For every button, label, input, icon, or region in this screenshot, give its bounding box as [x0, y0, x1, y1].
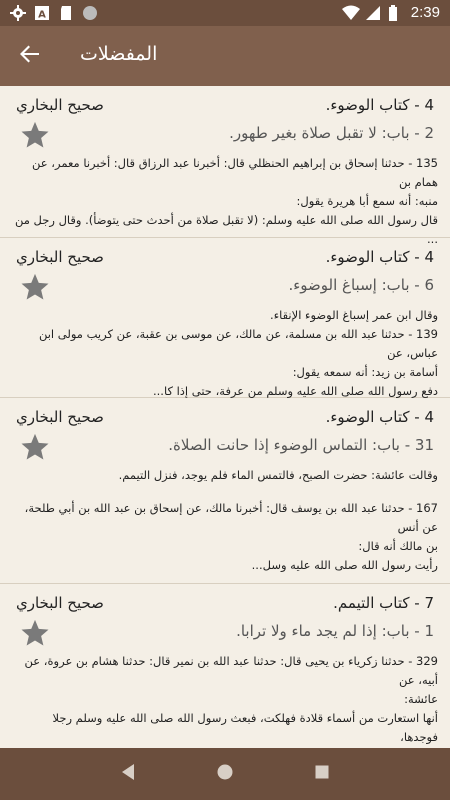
card-subrow: [8, 268, 442, 306]
star-icon[interactable]: [20, 432, 50, 462]
chapter-title: 4 - كتاب الوضوء.: [325, 96, 434, 114]
app-bar: [0, 26, 450, 86]
card-header: [8, 398, 442, 428]
card-header: [8, 238, 442, 268]
signal-icon: [365, 5, 381, 21]
hadith-line: منبه: أنه سمع أبا هريرة يقول:: [296, 194, 438, 208]
hadith-line: أسامة بن زيد: أنه سمعه يقول:: [292, 365, 438, 379]
card-subrow: [8, 116, 442, 154]
hadith-line: أنها استعارت من أسماء قلادة فهلكت، فبعث رسول الله صلى الله عليه وسلم رجلا فوجدها،: [52, 711, 438, 744]
hadith-line: 167 - حدثنا عبد الله بن يوسف قال: أخبرنا مالك، عن إسحاق بن عبد الله بن أبي طلحة، عن أنس: [24, 501, 438, 534]
bab-title: 31 - باب: التماس الوضوء إذا حانت الصلاة.: [168, 436, 434, 454]
star-icon[interactable]: [20, 120, 50, 150]
favorite-card[interactable]: [0, 86, 450, 246]
hadith-line: 139 - حدثنا عبد الله بن مسلمة، عن مالك، عن موسى بن عقبة، عن كريب مولى ابن عباس، عن: [38, 327, 438, 360]
hadith-line: 135 - حدثنا إسحاق بن إبراهيم الحنظلي قال: أخبرنا عبد الرزاق قال: أخبرنا معمر، عن همام بن: [31, 156, 438, 189]
status-left-icons: [10, 5, 98, 21]
book-name: صحيح البخاري: [16, 594, 104, 612]
chapter-title: 4 - كتاب الوضوء.: [325, 408, 434, 426]
battery-icon: [388, 5, 404, 21]
star-icon[interactable]: [20, 618, 50, 648]
hadith-line: وقالت عائشة: حضرت الصبح، فالتمس الماء فلم يوجد، فنزل التيمم.: [118, 468, 438, 482]
favorite-card[interactable]: [0, 238, 450, 398]
nav-recents-button[interactable]: [310, 762, 334, 786]
card-subrow: [8, 614, 442, 652]
sd-card-icon: [58, 5, 74, 21]
book-name: صحيح البخاري: [16, 408, 104, 426]
hadith-line: بن مالك أنه قال:: [358, 539, 438, 553]
chapter-title: 7 - كتاب التيمم.: [333, 594, 434, 612]
navigation-bar: [0, 748, 450, 800]
card-subrow: [8, 428, 442, 466]
hadith-line: قال رسول الله صلى الله عليه وسلم: (لا تقبل صلاة من أحدث حتى يتوضأ). وقال رجل من ...: [14, 213, 438, 246]
book-name: صحيح البخاري: [16, 96, 104, 114]
hadith-line: 329 - حدثنا زكرياء بن يحيى قال: حدثنا عبد الله بن نمير قال: حدثنا هشام بن عروة، عن أبيه، عن: [24, 654, 438, 687]
nav-back-button[interactable]: [116, 762, 140, 786]
hadith-line: عائشة:: [404, 692, 438, 706]
bab-title: 2 - باب: لا تقبل صلاة بغير طهور.: [229, 124, 434, 142]
card-header: [8, 584, 442, 614]
hadith-text: [8, 306, 442, 409]
back-arrow-icon: [19, 43, 41, 69]
square-recents-icon: [314, 764, 330, 784]
book-name: صحيح البخاري: [16, 248, 104, 266]
favorites-list: [0, 86, 450, 748]
favorite-card[interactable]: [0, 398, 450, 584]
circle-icon: [82, 5, 98, 21]
star-icon[interactable]: [20, 272, 50, 302]
favorite-card[interactable]: [0, 584, 450, 754]
status-right-icons: [342, 4, 440, 21]
gear-icon: [10, 5, 26, 21]
bab-title: 6 - باب: إسباغ الوضوء.: [288, 276, 434, 294]
nav-home-button[interactable]: [213, 762, 237, 786]
line-gap: [12, 485, 438, 499]
page-title: المفضلات: [80, 43, 158, 65]
hadith-line: دفع رسول الله صلى الله عليه وسلم من عرفة، حتى إذا كا...: [152, 384, 438, 398]
hadith-text: [8, 466, 442, 583]
wifi-icon: [342, 5, 358, 21]
status-bar: [0, 0, 450, 26]
circle-home-icon: [216, 763, 234, 785]
back-button[interactable]: [14, 40, 46, 72]
bab-title: 1 - باب: إذا لم يجد ماء ولا ترابا.: [236, 622, 434, 640]
hadith-line: رأيت رسول الله صلى الله عليه وسل...: [251, 558, 438, 572]
hadith-line: وقال ابن عمر إسباغ الوضوء الإنقاء.: [270, 308, 438, 322]
chapter-title: 4 - كتاب الوضوء.: [325, 248, 434, 266]
a-icon: [34, 5, 50, 21]
status-time: 2:39: [410, 4, 440, 21]
triangle-back-icon: [120, 763, 136, 785]
card-header: [8, 86, 442, 116]
svg-text:A: A: [38, 9, 46, 21]
